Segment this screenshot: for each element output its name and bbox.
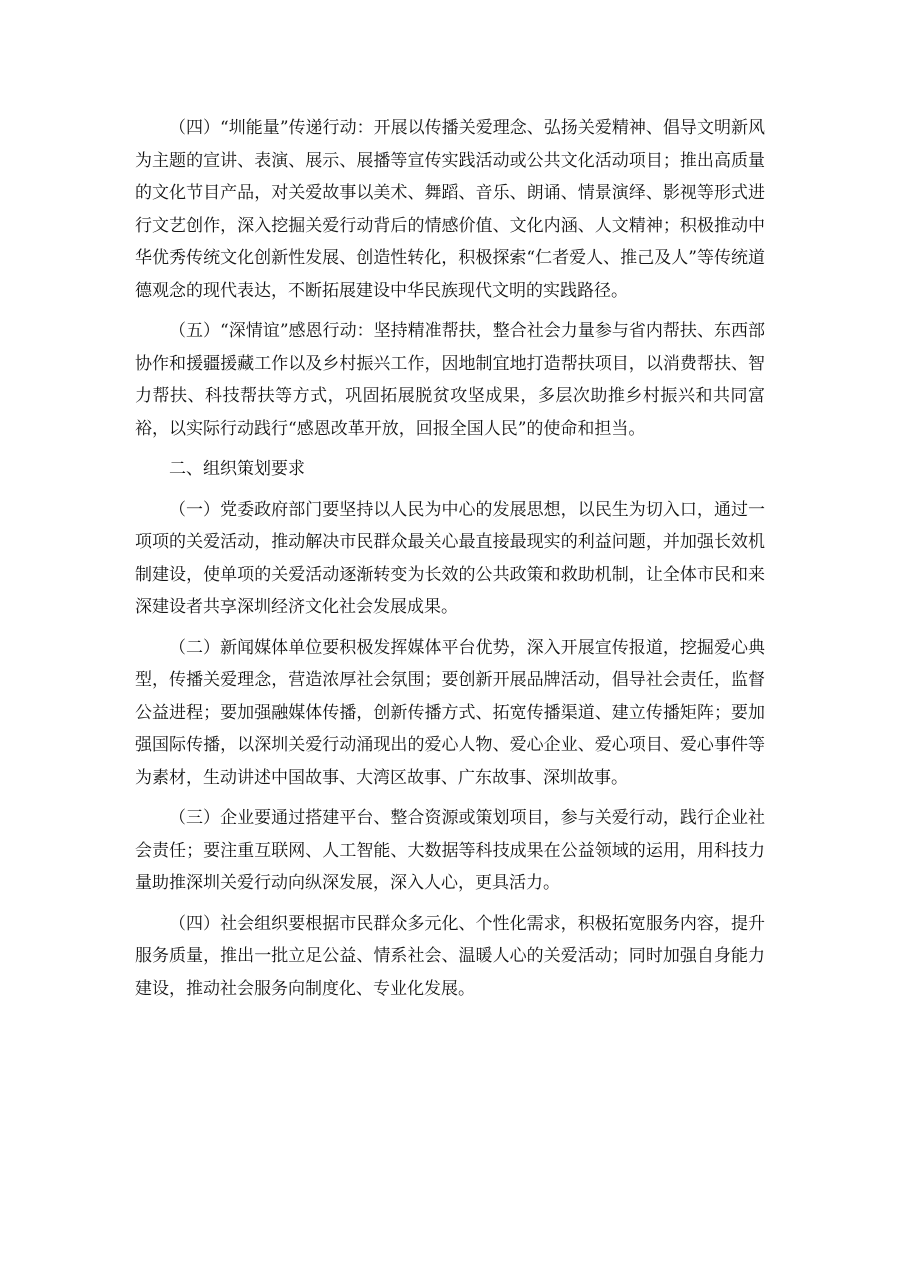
paragraph-action-five: （五）“深情谊”感恩行动：坚持精准帮扶，整合社会力量参与省内帮扶、东西部协作和援疆援藏工作以及乡村振兴工作，因地制宜地打造帮扶项目，以消费帮扶、智力帮扶、科技帮扶等方式，巩固拓展脱贫攻坚成果，多层次助推乡村振兴和共同富裕，以实际行动践行“感恩改革开放，回报全国人民”的使命和担当。: [135, 321, 765, 439]
document-body: [135, 112, 765, 1013]
paragraph-action-four: （四）“圳能量”传递行动：开展以传播关爱理念、弘扬关爱精神、倡导文明新风为主题的宣讲、表演、展示、展播等宣传实践活动或公共文化活动项目；推出高质量的文化节目产品，对关爱故事以美术、舞蹈、音乐、朗诵、情景演绎、影视等形式进行文艺创作，深入挖掘关爱行动背后的情感价值、文化内涵、人文精神；积极推动中华优秀传统文化创新性发展、创造性转化，积极探索“仁者爱人、推己及人”等传统道德观念的现代表达，不断拓展建设中华民族现代文明的实践路径。: [135, 118, 765, 301]
section-heading-organization: 二、组织策划要求: [169, 459, 305, 479]
paragraph-requirement-three: （三）企业要通过搭建平台、整合资源或策划项目，参与关爱行动，践行企业社会责任；要注重互联网、人工智能、大数据等科技成果在公益领域的运用，用科技力量助推深圳关爱行动向纵深发展，深入人心，更具活力。: [135, 808, 765, 893]
paragraph-requirement-four: （四）社会组织要根据市民群众多元化、个性化需求，积极拓宽服务内容，提升服务质量，推出一批立足公益、情系社会、温暖人心的关爱活动；同时加强自身能力建设，推动社会服务向制度化、专业化发展。: [135, 913, 765, 999]
paragraph-requirement-two: （二）新闻媒体单位要积极发挥媒体平台优势，深入开展宣传报道，挖掘爱心典型，传播关爱理念，营造浓厚社会氛围；要创新开展品牌活动，倡导社会责任，监督公益进程；要加强融媒体传播，创新传播方式、拓宽传播渠道、建立传播矩阵；要加强国际传播，以深圳关爱行动涌现出的爱心人物、爱心企业、爱心项目、爱心事件等为素材，生动讲述中国故事、大湾区故事、广东故事、深圳故事。: [135, 637, 765, 788]
paragraph-requirement-one: （一）党委政府部门要坚持以人民为中心的发展思想，以民生为切入口，通过一项项的关爱活动，推动解决市民群众最关心最直接最现实的利益问题，并加强长效机制建设，使单项的关爱活动逐渐转变为长效的公共政策和救助机制，让全体市民和来深建设者共享深圳经济文化社会发展成果。: [135, 499, 765, 617]
